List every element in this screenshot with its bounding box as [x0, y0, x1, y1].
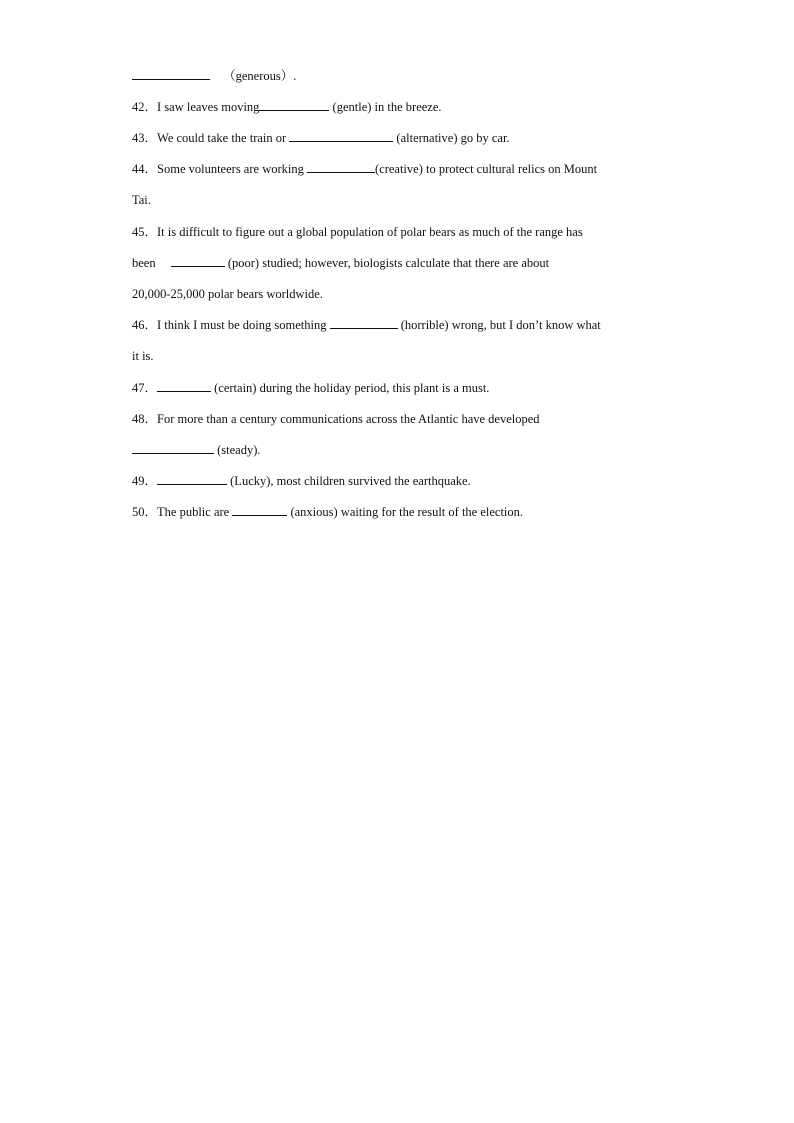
question-hint: (gentle) in the breeze.	[329, 100, 442, 114]
question-text: it is.	[132, 349, 154, 363]
question-48	[132, 411, 662, 427]
question-text: For more than a century communications across the Atlantic have developed	[157, 412, 540, 426]
answer-blank-41[interactable]	[132, 68, 210, 80]
question-41-continuation	[132, 68, 662, 84]
question-hint: (steady).	[214, 443, 261, 457]
question-text: Tai.	[132, 193, 151, 207]
question-44-continuation	[132, 192, 662, 208]
question-hint: (Lucky), most children survived the earthquake.	[227, 474, 471, 488]
question-50	[132, 504, 662, 520]
question-42	[132, 99, 662, 115]
question-hint: (horrible) wrong, but I don’t know what	[397, 318, 601, 332]
answer-blank-46[interactable]	[330, 317, 398, 329]
answer-blank-45[interactable]	[171, 255, 225, 267]
question-number: 46．	[132, 318, 158, 332]
answer-blank-43[interactable]	[289, 130, 393, 142]
question-text: The public are	[157, 505, 233, 519]
question-48-continuation	[132, 442, 662, 458]
question-hint: (creative) to protect cultural relics on Mount	[374, 162, 598, 176]
question-text: We could take the train or	[157, 131, 290, 145]
question-45-continuation-2	[132, 286, 662, 302]
question-number: 48．	[132, 412, 158, 426]
question-43	[132, 130, 662, 146]
answer-blank-49[interactable]	[157, 473, 227, 485]
question-text: I think I must be doing something	[157, 318, 330, 332]
answer-blank-50[interactable]	[232, 504, 287, 516]
question-hint: (certain) during the holiday period, this plant is a must.	[211, 381, 490, 395]
question-text: Some volunteers are working	[157, 162, 307, 176]
question-number: 42．	[132, 100, 158, 114]
question-47	[132, 380, 662, 396]
answer-blank-42[interactable]	[259, 99, 329, 111]
question-49	[132, 473, 662, 489]
question-text: It is difficult to figure out a global population of polar bears as much of the range has	[157, 225, 583, 239]
question-hint: (poor) studied; however, biologists calculate that there are about	[224, 256, 550, 270]
question-number: 49．	[132, 474, 158, 488]
question-number: 43．	[132, 131, 158, 145]
answer-blank-44[interactable]	[307, 161, 375, 173]
question-hint: (alternative) go by car.	[393, 131, 510, 145]
question-number: 44．	[132, 162, 158, 176]
question-number: 47．	[132, 381, 158, 395]
question-hint: (anxious) waiting for the result of the election.	[287, 505, 524, 519]
question-text: been	[132, 256, 159, 270]
answer-blank-47[interactable]	[157, 380, 211, 392]
question-text: I saw leaves moving	[157, 100, 260, 114]
answer-blank-48[interactable]	[132, 442, 214, 454]
question-number: 50．	[132, 505, 158, 519]
question-text: 20,000-25,000 polar bears worldwide.	[132, 287, 323, 301]
question-46-continuation	[132, 348, 662, 364]
question-45	[132, 224, 662, 240]
question-number: 45．	[132, 225, 158, 239]
question-46	[132, 317, 662, 333]
question-45-continuation	[132, 255, 662, 271]
question-44	[132, 161, 662, 177]
question-41-hint: （generous）.	[223, 69, 297, 83]
